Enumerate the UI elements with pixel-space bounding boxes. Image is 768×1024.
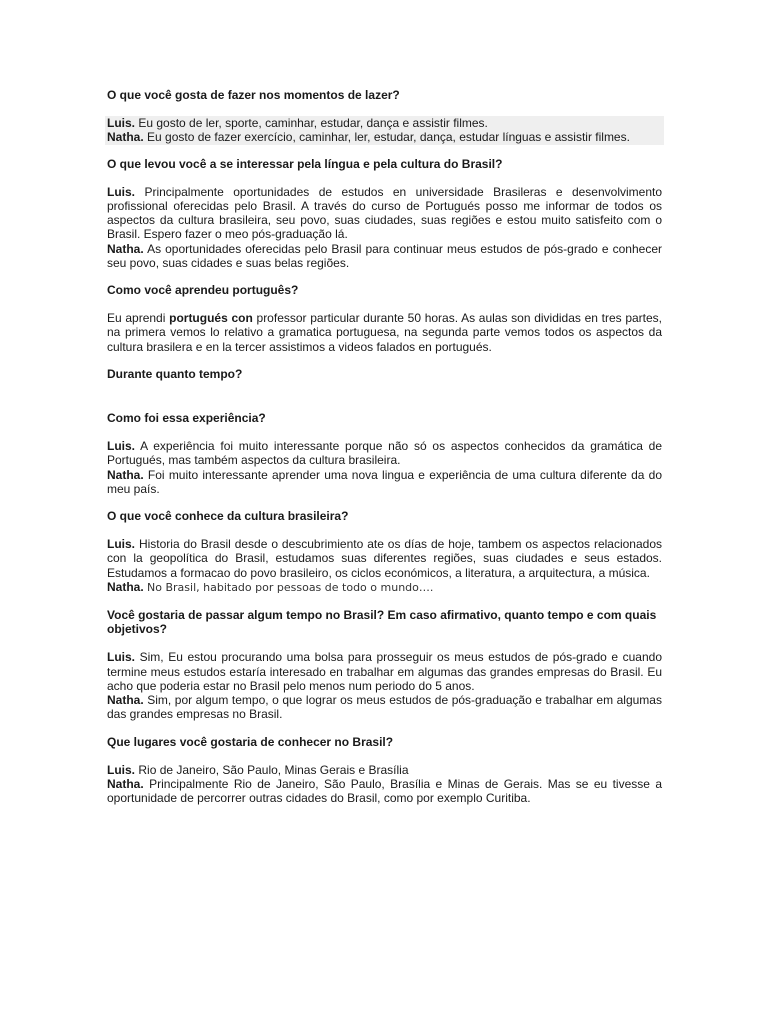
speaker-natha: Natha. [107, 693, 144, 708]
answer-luis-interest [107, 185, 662, 242]
answer-text: Sim, por algum tempo, o que lograr os meus estudos de pós-graduação e trabalhar em algumas das grandes empresas no Brasil. [107, 693, 662, 722]
speaker-natha: Natha. [107, 776, 144, 791]
speaker-natha: Natha. [107, 130, 144, 145]
speaker-luis: Luis. [107, 184, 136, 199]
answer-natha-leisure [105, 130, 664, 144]
answer-luis-leisure [105, 116, 664, 130]
speaker-natha: Natha. [107, 579, 144, 594]
question-interest: O que levou você a se interessar pela língua e pela cultura do Brasil? [107, 156, 503, 171]
answer-luis-experience [107, 439, 662, 467]
answer-natha-time [107, 693, 662, 721]
question-duration: Durante quanto tempo? [107, 366, 243, 381]
question-places: Que lugares você gostaria de conhecer no Brasil? [107, 734, 394, 749]
answer-text: As oportunidades oferecidas pelo Brasil para continuar meus estudos de pós-grado e conhecer seu povo, suas cidades e suas belas regiões. [107, 241, 662, 270]
interview-content [107, 88, 662, 805]
answer-text: A experiência foi muito interessante porque não só os aspectos conhecidos da gramática de Portugués, mas também aspectos da cultura brasileira. [107, 439, 662, 468]
speaker-luis: Luis. [107, 650, 136, 665]
answer-bold-text: portugués con [169, 311, 253, 326]
question-learned: Como você aprendeu português? [107, 283, 299, 298]
answer-natha-places [107, 777, 662, 805]
speaker-luis: Luis. [107, 116, 136, 131]
answer-natha-culture [107, 580, 662, 595]
answer-text: No Brasil, habitado por pessoas de todo o mundo…. [147, 580, 434, 594]
answer-text: Historia do Brasil desde o descubrimiento ate os días de hoje, tambem os aspectos relacionados con la geopolítica do Brasil, estudamos suas diferentes regiões, suas ciudades e seus estados. Estudamos a formacao do povo brasileiro, os ciclos económicos, a literatura, a arquitectura, a música. [107, 537, 662, 580]
answer-natha-experience [107, 468, 662, 496]
answer-text: Sim, Eu estou procurando uma bolsa para prosseguir os meus estudos de pós-grado e cuando termine meus estudos estaría interesado en trabalhar em algumas das grandes empresas do Brasil. Eu acho que poderia estar no Brasil pelo menos num periodo do 5 anos. [107, 650, 663, 693]
question-experience: Como foi essa experiência? [107, 411, 266, 426]
answer-learned [107, 311, 662, 354]
answer-text: Foi muito interessante aprender uma nova lingua e experiência de uma cultura diferente da do meu país. [107, 467, 663, 496]
speaker-luis: Luis. [107, 762, 136, 777]
answer-luis-culture [107, 537, 662, 580]
answer-text: Eu aprendi [107, 311, 166, 326]
answer-text: Principalmente oportunidades de estudos en universidade Brasileras e desenvolvimento profissional oferecidas pelo Brasil. A través do curso de Portugués posso me informar de todos os aspectos da cultura brasileira, seu povo, suas ciudades, suas regiões e estou muito satisfeito com o Brasil. Espero fazer o meo pós-graduação lá. [107, 184, 662, 242]
question-culture: O que você conhece da cultura brasileira? [107, 509, 349, 524]
answer-text: Rio de Janeiro, São Paulo, Minas Gerais e Brasília [138, 762, 409, 777]
answer-natha-interest [107, 242, 662, 270]
answer-text: Eu gosto de fazer exercício, caminhar, ler, estudar, dança, estudar línguas e assistir filmes. [147, 130, 630, 145]
speaker-luis: Luis. [107, 537, 136, 552]
answer-text: professor particular durante 50 horas. As aulas son divididas en tres partes, na primera vemos lo relativo a gramatica portuguesa, na segunda parte vemos todos os aspectos da cultura brasilera e en la tercer assistimos a videos falados en portugués. [107, 311, 663, 354]
speaker-natha: Natha. [107, 241, 144, 256]
question-time-in-brazil: Você gostaria de passar algum tempo no Brasil? Em caso afirmativo, quanto tempo e com quais objetivos? [107, 608, 657, 637]
speaker-natha: Natha. [107, 467, 144, 482]
speaker-luis: Luis. [107, 439, 136, 454]
question-leisure: O que você gosta de fazer nos momentos de lazer? [107, 88, 400, 102]
answer-luis-time [107, 650, 662, 693]
answer-luis-places [107, 763, 662, 777]
answer-text: Eu gosto de ler, sporte, caminhar, estudar, dança e assistir filmes. [138, 116, 488, 131]
answer-text: Principalmente Rio de Janeiro, São Paulo, Brasília e Minas de Gerais. Mas se eu tivesse a oportunidade de percorrer outras cidades do Brasil, como por exemplo Curitiba. [107, 776, 662, 806]
